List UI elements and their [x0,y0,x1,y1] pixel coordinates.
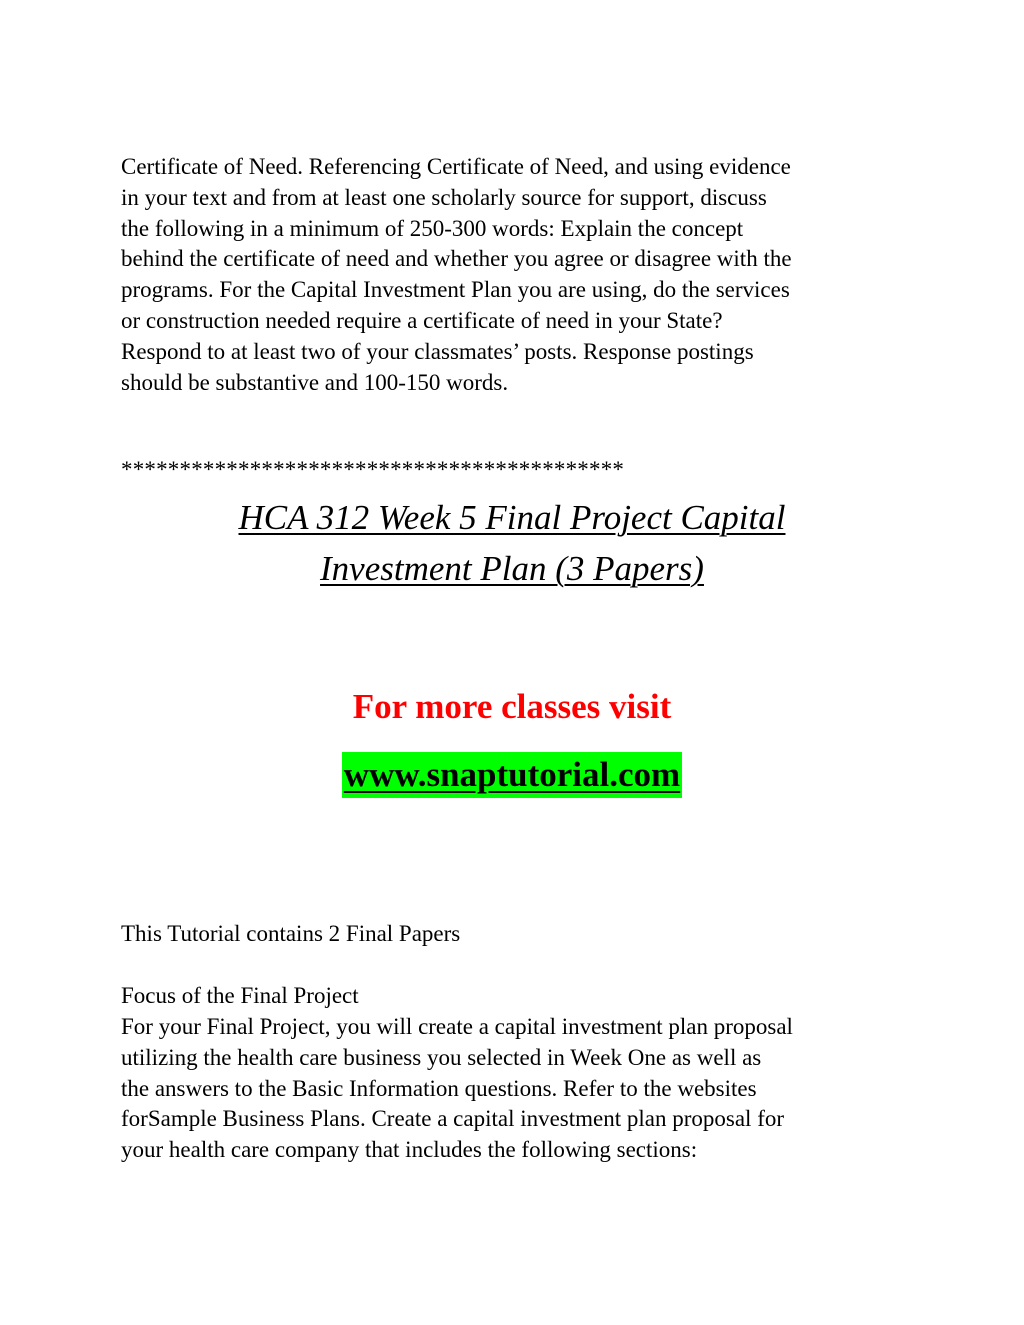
snaptutorial-link[interactable]: www.snaptutorial.com [342,752,682,798]
title-line-2: Investment Plan (3 Papers) [320,549,704,588]
asterisk-separator: ******************************************* [121,457,625,482]
focus-body-paragraph: For your Final Project, you will create a capital investment plan proposal utilizing the health care business you selected in Week One as well as the answers to the Basic Information questions. Refer to the websites forSample Business Plans. Create a capital investment plan proposal for your health care company that includes the following sections: [121,1014,793,1163]
title-line-1: HCA 312 Week 5 Final Project Capital [238,498,786,537]
intro-paragraph: Certificate of Need. Referencing Certificate of Need, and using evidence in your text and from at least one scholarly source for support, discuss the following in a minimum of 250-300 words: Explain the concept behind the certificate of need and whether you agree or disagree with the programs. For the Capital Investment Plan you are using, do the services or construction needed require a certificate of need in your State? Respond to at least two of your classmates’ posts. Response postings should be substantive and 100-150 words. [121,154,792,395]
focus-heading: Focus of the Final Project [121,983,359,1008]
promo-link-container [112,752,912,798]
promo-text: For more classes visit [352,687,672,726]
page-title [112,492,912,594]
tutorial-contains-text: This Tutorial contains 2 Final Papers [121,921,461,946]
